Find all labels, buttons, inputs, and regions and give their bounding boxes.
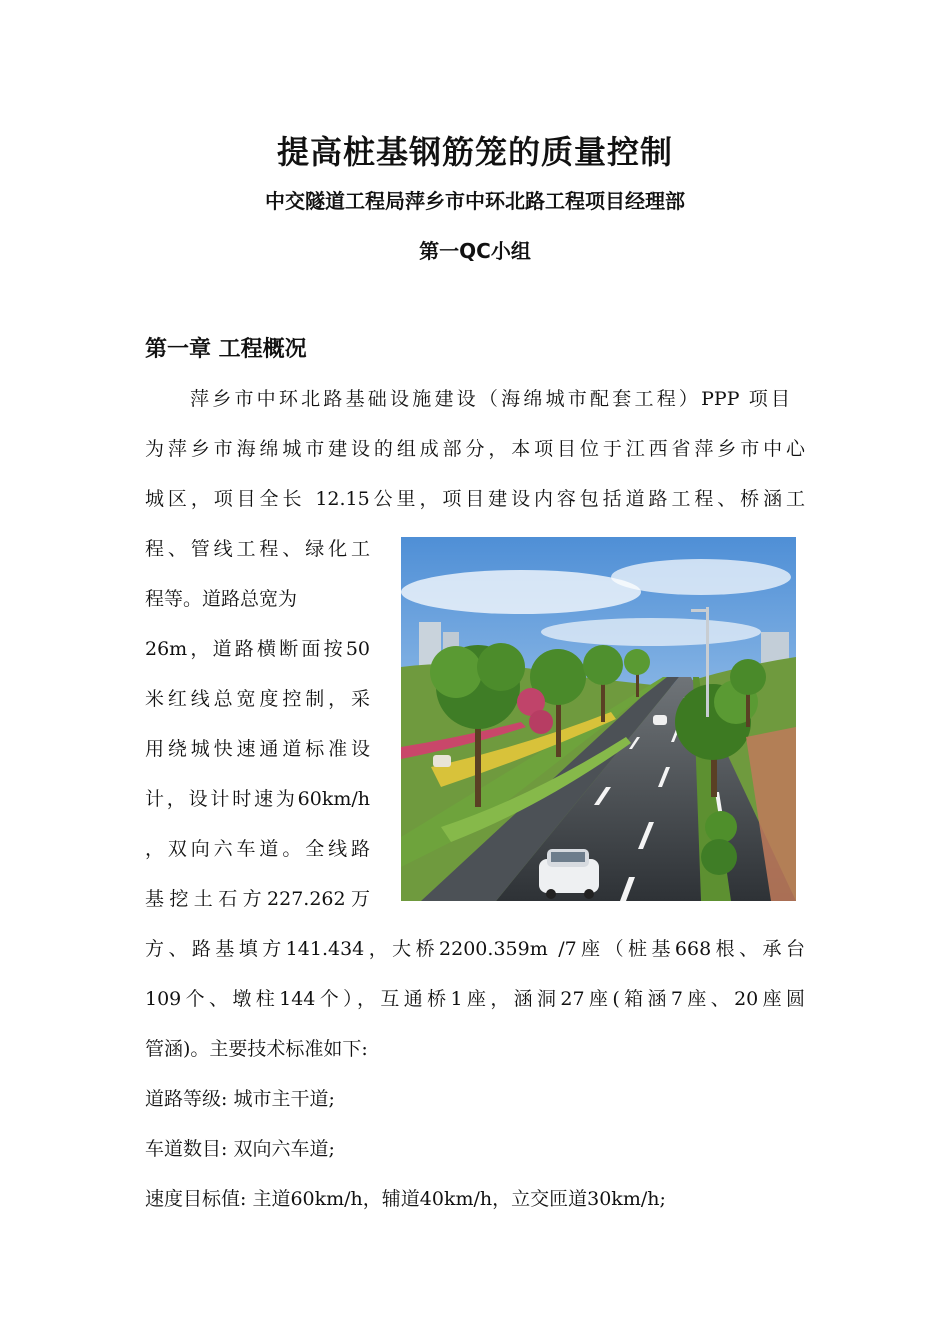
standard-speed-target: 速度目标值: 主道60km/h，辅道40km/h，立交匝道30km/h; (145, 1188, 666, 1210)
qc-group-name: 第一QC小组 (419, 239, 531, 263)
paragraph-line: 程、管线工程、绿化工 (145, 538, 370, 560)
paragraph-line: 管涵)。主要技术标准如下: (145, 1038, 368, 1060)
paragraph-line: 米红线总宽度控制，采 (145, 688, 370, 710)
standard-lane-count: 车道数目: 双向六车道; (145, 1138, 335, 1160)
standard-road-grade: 道路等级: 城市主干道; (145, 1088, 335, 1110)
paragraph-line: 26m，道路横断面按50 (145, 638, 370, 660)
paragraph-line: ，双向六车道。全线路 (145, 838, 370, 860)
road-rendering-image (401, 537, 796, 901)
paragraph-line: 计，设计时速为60km/h (145, 788, 370, 810)
document-title: 提高桩基钢筋笼的质量控制 (276, 133, 673, 171)
paragraph-line: 109个、墩柱144个），互通桥1座，涵洞27座(箱涵7座、20座圆 (145, 988, 805, 1010)
paragraph-line: 基挖土石方227.262万 (145, 888, 370, 910)
paragraph-line: 城区，项目全长 12.15公里，项目建设内容包括道路工程、桥涵工 (145, 488, 805, 510)
paragraph-line: 为萍乡市海绵城市建设的组成部分，本项目位于江西省萍乡市中心 (145, 438, 805, 460)
paragraph-line: 萍乡市中环北路基础设施建设（海绵城市配套工程）PPP 项目 (190, 388, 790, 410)
chapter-heading: 第一章 工程概况 (145, 337, 307, 362)
document-subtitle: 中交隧道工程局萍乡市中环北路工程项目经理部 (265, 189, 685, 213)
paragraph-line: 用绕城快速通道标准设 (145, 738, 370, 760)
paragraph-line: 程等。道路总宽为 (145, 588, 298, 610)
paragraph-line: 方、路基填方141.434，大桥2200.359m /7座（桩基668根、承台 (145, 938, 805, 960)
